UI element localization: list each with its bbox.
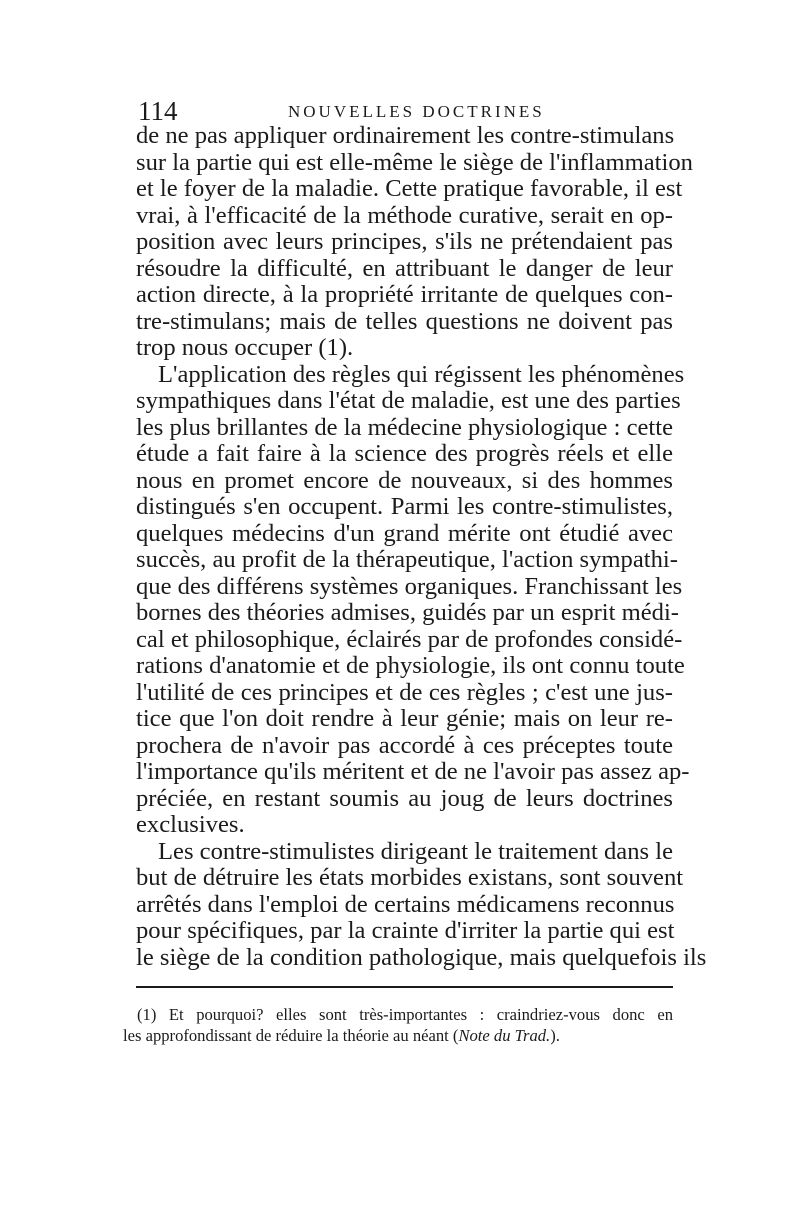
text-line: sur la partie qui est elle-même le siège de l'inflammation [136, 148, 693, 176]
footnote-rule [136, 986, 673, 988]
text-line: le siège de la condition pathologique, mais quelquefois ils [136, 943, 707, 971]
text-line: bornes des théories admises, guidés par un esprit médi- [136, 599, 679, 626]
text-line: prochera de n'avoir pas accordé à ces préceptes toute [136, 731, 673, 759]
text-line: nous en promet encore de nouveaux, si des hommes [136, 466, 673, 494]
text-line: rations d'anatomie et de physiologie, ils ont connu toute [136, 652, 685, 679]
running-title: NOUVELLES DOCTRINES [288, 102, 545, 121]
paragraph-1 [136, 122, 693, 362]
text-line: et le foyer de la maladie. Cette pratique favorable, il est [136, 175, 683, 202]
body-text [136, 122, 707, 971]
text-line: vrai, à l'efficacité de la méthode curative, serait en op- [136, 201, 673, 229]
text-line: que des différens systèmes organiques. Franchissant les [136, 572, 683, 600]
text-line: distingués s'en occupent. Parmi les contre-stimulistes, [136, 493, 673, 520]
text-line: l'importance qu'ils méritent et de ne l'avoir pas assez ap- [136, 758, 690, 785]
footnote-line: (1) Et pourquoi? elles sont très-importantes : craindriez-vous donc en [137, 1005, 673, 1024]
text-line: résoudre la difficulté, en attribuant le danger de leur [136, 254, 673, 282]
paragraph-3 [136, 837, 707, 972]
footnote-end: ). [550, 1026, 560, 1045]
footnote-line [123, 1025, 673, 1046]
page-number: 114 [138, 96, 178, 126]
text-line: étude a fait faire à la science des progrès réels et elle [136, 440, 673, 467]
footnote [123, 1004, 673, 1046]
text-line: sympathiques dans l'état de maladie, est une des parties [136, 387, 681, 414]
text-line: but de détruire les états morbides existans, sont souvent [136, 864, 684, 891]
text-line: de ne pas appliquer ordinairement les contre-stimulans [136, 122, 675, 149]
text-line: cal et philosophique, éclairés par de profondes considé- [136, 625, 683, 653]
text-line: quelques médecins d'un grand mérite ont étudié avec [136, 519, 673, 547]
text-line: tre-stimulans; mais de telles questions ne doivent pas [136, 307, 673, 335]
text-line: les plus brillantes de la médecine physiologique : cette [136, 413, 673, 441]
text-line: exclusives. [136, 811, 245, 838]
text-line: action directe, à la propriété irritante de quelques con- [136, 281, 673, 308]
footnote-text: les approfondissant de réduire la théorie au néant ( [123, 1026, 459, 1045]
text-line: préciée, en restant soumis au joug de leurs doctrines [136, 784, 673, 812]
text-line: pour spécifiques, par la crainte d'irriter la partie qui est [136, 917, 675, 944]
text-line: succès, au profit de la thérapeutique, l'action sympathi- [136, 546, 678, 573]
translator-note: Note du Trad. [458, 1026, 551, 1045]
text-line: Les contre-stimulistes dirigeant le traitement dans le [158, 837, 673, 865]
text-line: L'application des règles qui régissent les phénomènes [158, 360, 685, 388]
text-line: arrêtés dans l'emploi de certains médicamens reconnus [136, 890, 675, 918]
text-line: position avec leurs principes, s'ils ne prétendaient pas [136, 228, 673, 255]
paragraph-2 [136, 360, 690, 839]
text-line: trop nous occuper (1). [136, 334, 354, 361]
text-line: l'utilité de ces principes et de ces règles ; c'est une jus- [136, 678, 673, 706]
text-line: tice que l'on doit rendre à leur génie; mais on leur re- [136, 705, 673, 732]
